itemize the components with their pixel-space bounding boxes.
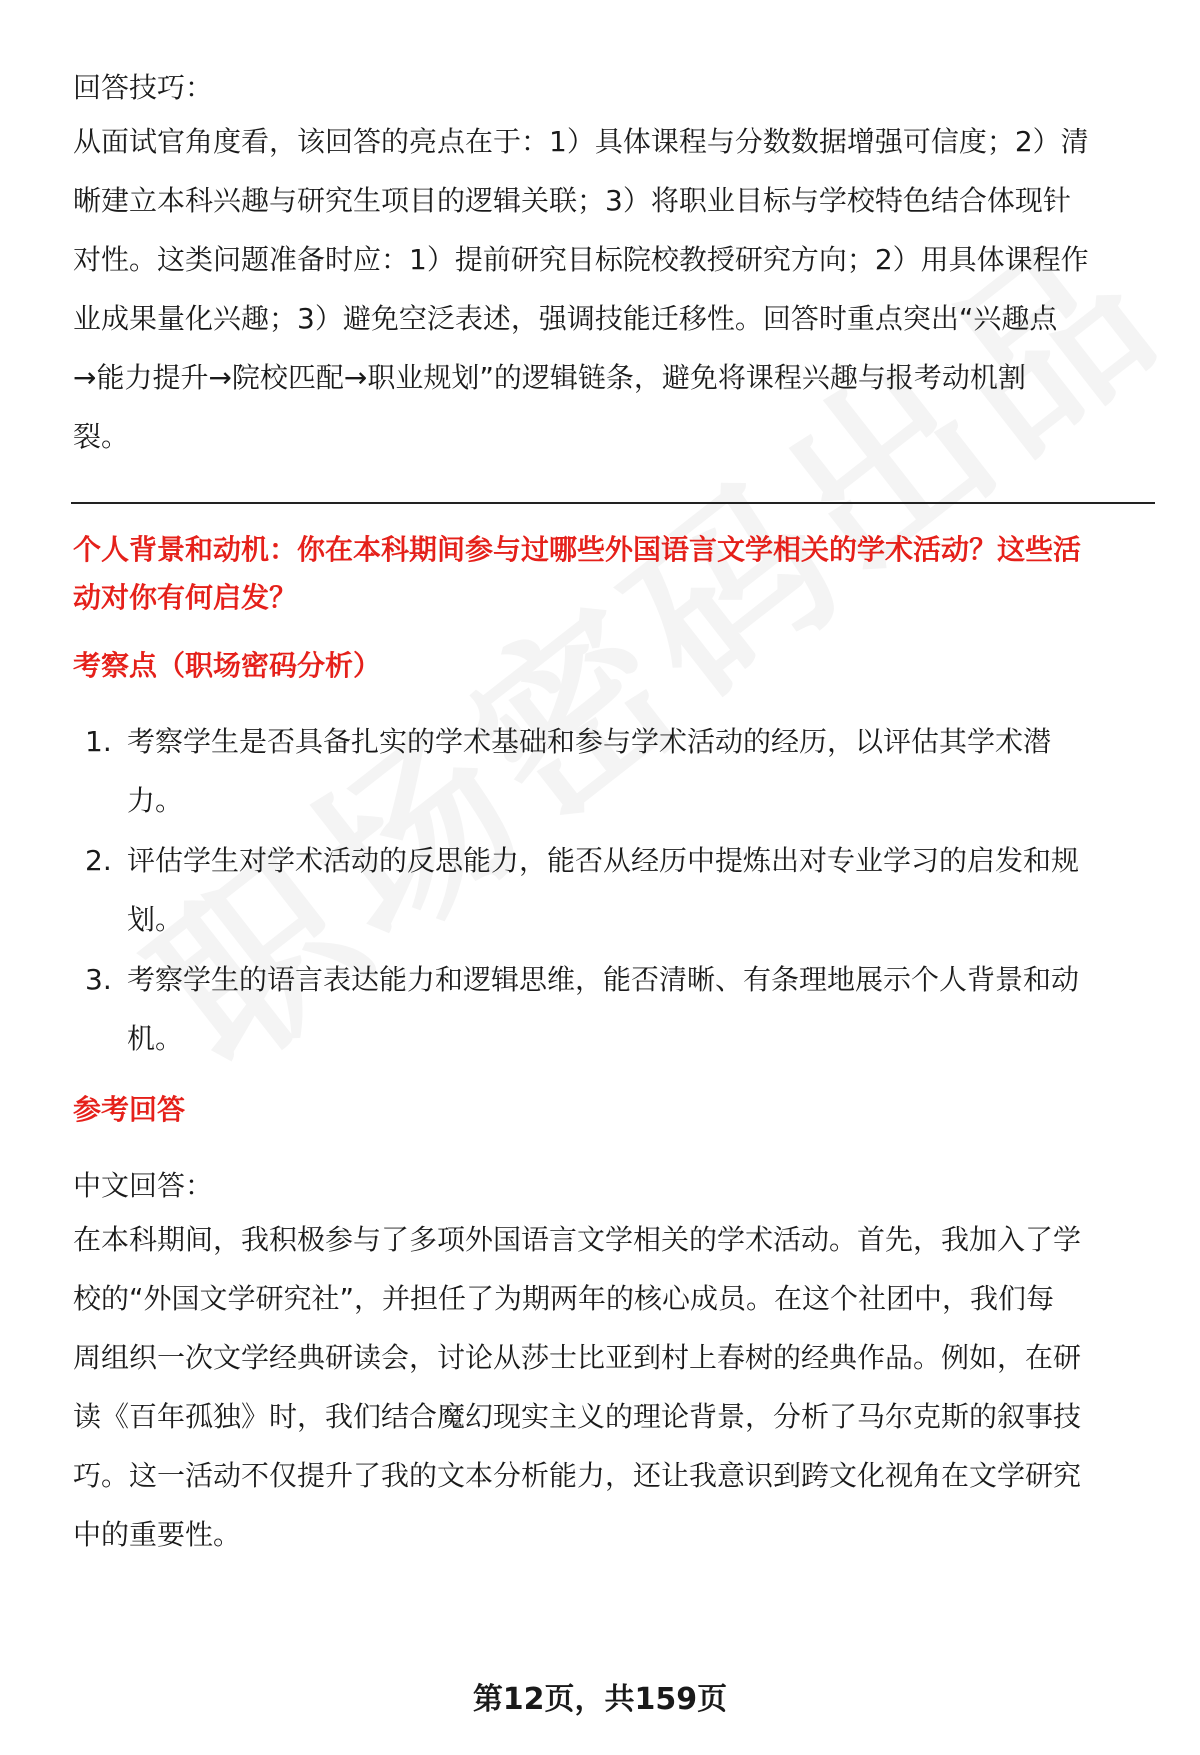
list-item-line: 力。	[127, 784, 184, 817]
question-title	[73, 526, 1153, 622]
question-line: 个人背景和动机：你在本科期间参与过哪些外国语言文学相关的学术活动？这些活	[73, 533, 1082, 566]
answer-tips-label: 回答技巧：	[73, 71, 214, 104]
list-item	[73, 950, 1153, 1068]
section-divider	[71, 502, 1155, 504]
assessment-list	[73, 712, 1153, 1068]
list-number: 2.	[85, 844, 112, 877]
list-item-line: 考察学生的语言表达能力和逻辑思维，能否清晰、有条理地展示个人背景和动	[127, 963, 1080, 996]
assessment-heading: 考察点（职场密码分析）	[73, 649, 382, 682]
reference-line: 在本科期间，我积极参与了多项外国语言文学相关的学术活动。首先，我加入了学	[73, 1223, 1082, 1256]
reference-sub-label: 中文回答：	[73, 1169, 214, 1202]
reference-heading: 参考回答	[73, 1093, 186, 1126]
question-line: 动对你有何启发？	[73, 581, 298, 614]
reference-line: 周组织一次文学经典研读会，讨论从莎士比亚到村上春树的经典作品。例如，在研	[73, 1341, 1082, 1374]
reference-line: 中的重要性。	[73, 1518, 242, 1551]
answer-tips-line: 裂。	[73, 420, 130, 453]
reference-answer-body	[73, 1210, 1153, 1564]
list-item-line: 评估学生对学术活动的反思能力，能否从经历中提炼出对专业学习的启发和规	[127, 844, 1080, 877]
answer-tips-line: 业成果量化兴趣；3）避免空泛表述，强调技能迁移性。回答时重点突出“兴趣点	[73, 302, 1058, 335]
answer-tips-line: 从面试官角度看，该回答的亮点在于：1）具体课程与分数数据增强可信度；2）清	[73, 125, 1089, 158]
list-item	[73, 831, 1153, 949]
list-item	[73, 712, 1153, 830]
answer-tips-body	[73, 112, 1153, 466]
list-item-line: 考察学生是否具备扎实的学术基础和参与学术活动的经历，以评估其学术潜	[127, 725, 1052, 758]
answer-tips-line: →能力提升→院校匹配→职业规划”的逻辑链条，避免将课程兴趣与报考动机割	[73, 361, 1026, 394]
reference-line: 校的“外国文学研究社”，并担任了为期两年的核心成员。在这个社团中，我们每	[73, 1282, 1055, 1315]
page-content	[73, 64, 1153, 1564]
reference-line: 巧。这一活动不仅提升了我的文本分析能力，还让我意识到跨文化视角在文学研究	[73, 1459, 1082, 1492]
page-footer: 第12页，共159页	[472, 1682, 728, 1717]
answer-tips-line: 对性。这类问题准备时应：1）提前研究目标院校教授研究方向；2）用具体课程作	[73, 243, 1089, 276]
list-number: 3.	[85, 963, 112, 996]
list-item-line: 划。	[127, 903, 184, 936]
reference-line: 读《百年孤独》时，我们结合魔幻现实主义的理论背景，分析了马尔克斯的叙事技	[73, 1400, 1082, 1433]
answer-tips-line: 晰建立本科兴趣与研究生项目的逻辑关联；3）将职业目标与学校特色结合体现针	[73, 184, 1071, 217]
list-item-line: 机。	[127, 1022, 184, 1055]
list-number: 1.	[85, 725, 112, 758]
